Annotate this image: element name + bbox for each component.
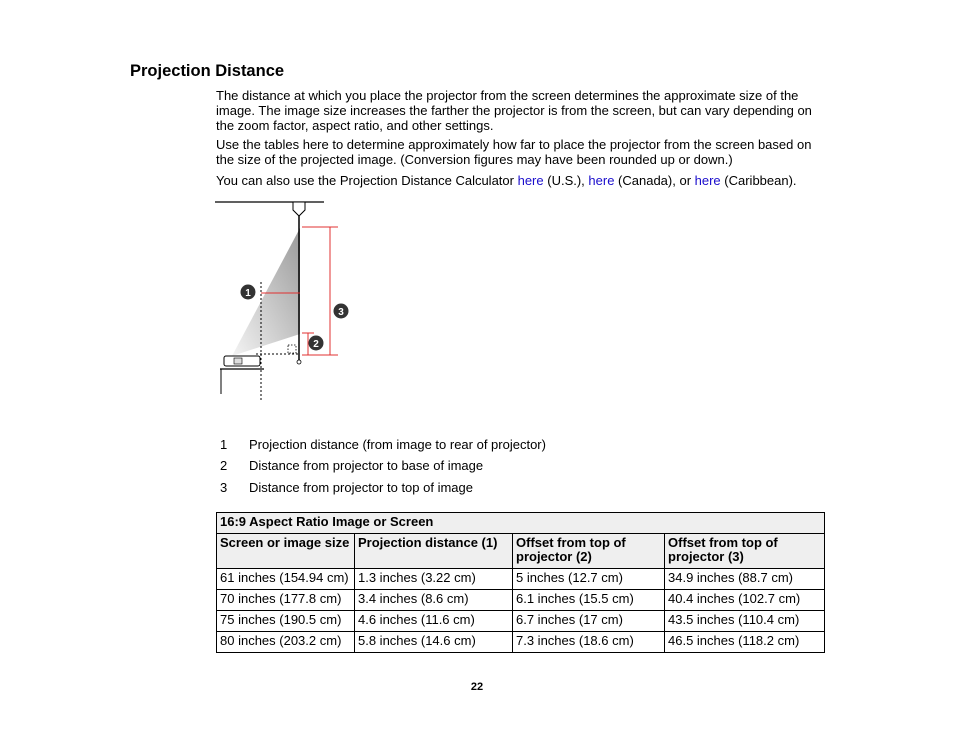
- callout-2-label: 2: [313, 339, 319, 350]
- projector-lens: [234, 358, 242, 364]
- table-cell: 75 inches (190.5 cm): [217, 611, 355, 632]
- legend-number: 1: [220, 437, 228, 452]
- calculator-text-canada: (Canada), or: [614, 173, 695, 188]
- calculator-link-canada[interactable]: here: [588, 173, 615, 188]
- legend-text: Distance from projector to base of image: [249, 458, 484, 473]
- intro-paragraph: The distance at which you place the projector from the screen determines the approximate size of the image. The image size increases the farther the projector is from the screen, but can vary depending on the zoom factor, aspect ratio, and other settings.: [216, 88, 812, 133]
- calculator-link-us[interactable]: here: [517, 173, 544, 188]
- table-cell: 4.6 inches (11.6 cm): [355, 611, 513, 632]
- screen-bottom: [297, 360, 301, 364]
- section-title: Projection Distance: [130, 62, 285, 80]
- table-cell: 40.4 inches (102.7 cm): [665, 590, 825, 611]
- table-cell: 5 inches (12.7 cm): [513, 569, 665, 590]
- callout-1-label: 1: [245, 288, 251, 299]
- table-cell: 46.5 inches (118.2 cm): [665, 632, 825, 653]
- table-cell: 7.3 inches (18.6 cm): [513, 632, 665, 653]
- callout-3-label: 3: [338, 307, 344, 318]
- legend-item: [220, 458, 483, 473]
- calculator-text-caribbean: (Caribbean).: [720, 173, 797, 188]
- table-cell: 5.8 inches (14.6 cm): [355, 632, 513, 653]
- table-row: [217, 611, 825, 632]
- table-row: [217, 632, 825, 653]
- table-cell: 34.9 inches (88.7 cm): [665, 569, 825, 590]
- legend-text: Distance from projector to top of image: [249, 480, 473, 495]
- legend-number: 2: [220, 458, 228, 473]
- column-header: Projection distance (1): [355, 534, 513, 569]
- table-caption: 16:9 Aspect Ratio Image or Screen: [217, 513, 825, 534]
- tables-paragraph: Use the tables here to determine approximately how far to place the projector from the screen based on the size of the projected image. (Conversion figures may have been rounded up or down.): [216, 137, 812, 167]
- column-header: Offset from top of projector (3): [665, 534, 825, 569]
- table-cell: 43.5 inches (110.4 cm): [665, 611, 825, 632]
- table-row: [217, 569, 825, 590]
- projection-diagram: [210, 196, 360, 406]
- legend-text: Projection distance (from image to rear of projector): [249, 437, 546, 452]
- table-row: [217, 590, 825, 611]
- column-header: Screen or image size: [217, 534, 355, 569]
- table-cell: 1.3 inches (3.22 cm): [355, 569, 513, 590]
- projection-distance-table: [216, 512, 825, 653]
- calculator-text: You can also use the Projection Distance Calculator: [216, 173, 518, 188]
- table-cell: 70 inches (177.8 cm): [217, 590, 355, 611]
- table-cell: 6.7 inches (17 cm): [513, 611, 665, 632]
- table-cell: 6.1 inches (15.5 cm): [513, 590, 665, 611]
- calculator-link-caribbean[interactable]: here: [694, 173, 721, 188]
- column-header: Offset from top of projector (2): [513, 534, 665, 569]
- screen-base-marker: [288, 345, 296, 353]
- legend-item: [220, 437, 546, 452]
- calculator-paragraph: [216, 173, 826, 188]
- legend-number: 3: [220, 480, 228, 495]
- table-cell: 61 inches (154.94 cm): [217, 569, 355, 590]
- table-cell: 80 inches (203.2 cm): [217, 632, 355, 653]
- screen-mount: [293, 202, 305, 216]
- table-cell: 3.4 inches (8.6 cm): [355, 590, 513, 611]
- legend-item: [220, 480, 473, 495]
- page-number: 22: [470, 681, 484, 693]
- calculator-text-us: (U.S.),: [543, 173, 589, 188]
